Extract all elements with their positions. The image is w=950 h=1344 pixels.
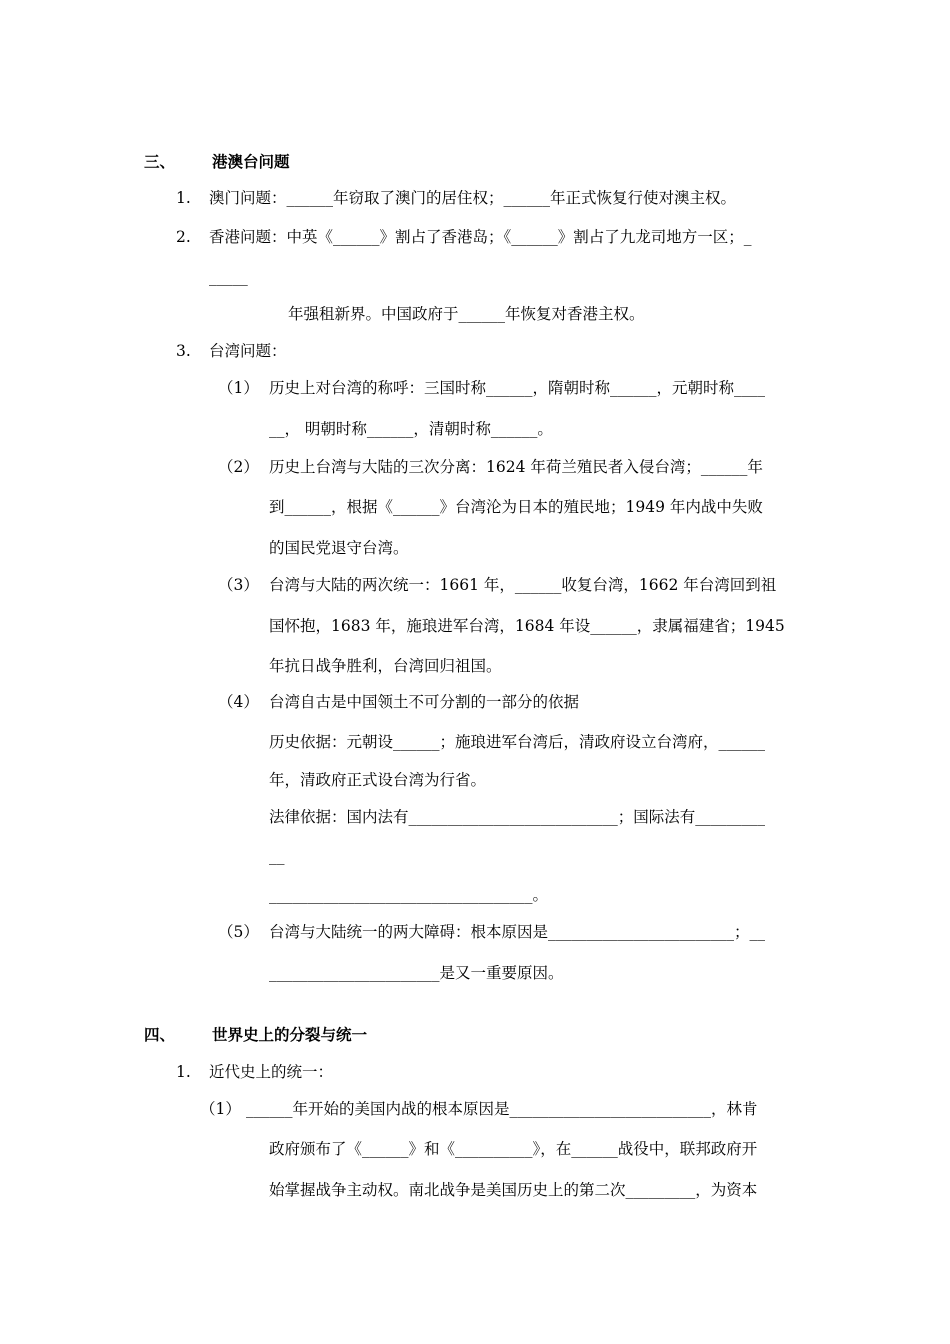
sub-4-1-1-number: （1） <box>200 1100 241 1118</box>
item-3-3-text: 台湾问题： <box>209 342 287 360</box>
item-3-1-number: 1. <box>176 189 191 207</box>
sub-2-number: （2） <box>218 458 259 476</box>
sub-4-line6: __________________________________。 <box>269 886 549 904</box>
sub-4-line4: 法律依据：国内法有___________________________；国际法有_________ <box>269 808 766 826</box>
sub-4-line1: 台湾自古是中国领土不可分割的一部分的依据 <box>269 693 580 711</box>
sub-5-number: （5） <box>218 923 259 941</box>
sub-5-line2: ______________________是又一重要原因。 <box>269 964 564 982</box>
item-3-2-line1: 香港问题：中英《______》割占了香港岛；《______》割占了九龙司地方一区；_ <box>209 228 752 246</box>
sub-4-1-1-line3: 始掌握战争主动权。南北战争是美国历史上的第二次_________，为资本 <box>269 1181 758 1199</box>
sub-3-number: （3） <box>218 576 259 594</box>
sub-3-line2: 国怀抱，1683 年，施琅进军台湾，1684 年设______，隶属福建省；1945 <box>269 617 785 635</box>
sub-4-1-1-line2: 政府颁布了《______》和《__________》，在______战役中，联邦政府开 <box>269 1140 758 1158</box>
item-4-1-text: 近代史上的统一： <box>209 1063 334 1081</box>
sub-1-line2: __， 明朝时称______，清朝时称______。 <box>269 420 553 438</box>
section-4-title: 世界史上的分裂与统一 <box>212 1025 368 1044</box>
item-3-1-text: 澳门问题：______年窃取了澳门的居住权；______年正式恢复行使对澳主权。 <box>209 189 737 207</box>
section-4-number: 四、 <box>144 1025 176 1044</box>
sub-4-line5: __ <box>269 847 285 865</box>
item-4-1-number: 1. <box>176 1063 191 1081</box>
sub-4-1-1-line1: ______年开始的美国内战的根本原因是__________________________，林肯 <box>246 1100 758 1118</box>
sub-3-line3: 年抗日战争胜利，台湾回归祖国。 <box>269 657 502 675</box>
item-3-2-number: 2. <box>176 228 191 246</box>
sub-4-line3: 年，清政府正式设台湾为行省。 <box>269 771 487 789</box>
sub-2-line3: 的国民党退守台湾。 <box>269 539 409 557</box>
sub-1-number: （1） <box>218 379 259 397</box>
sub-2-line2: 到______，根据《______》台湾沦为日本的殖民地；1949 年内战中失败 <box>269 498 763 516</box>
section-3-number: 三、 <box>144 152 176 171</box>
item-3-3-number: 3. <box>176 342 191 360</box>
section-3-title: 港澳台问题 <box>212 152 290 171</box>
sub-5-line1: 台湾与大陆统一的两大障碍：根本原因是________________________；__ <box>269 923 766 941</box>
sub-3-line1: 台湾与大陆的两次统一：1661 年，______收复台湾，1662 年台湾回到祖 <box>269 576 777 594</box>
sub-4-line2: 历史依据：元朝设______；施琅进军台湾后，清政府设立台湾府，______ <box>269 733 766 751</box>
item-3-2-line3: 年强租新界。中国政府于______年恢复对香港主权。 <box>288 305 645 323</box>
sub-4-number: （4） <box>218 693 259 711</box>
sub-1-line1: 历史上对台湾的称呼：三国时称______，隋朝时称______，元朝时称____ <box>269 379 766 397</box>
sub-2-line1: 历史上台湾与大陆的三次分离：1624 年荷兰殖民者入侵台湾；______年 <box>269 458 763 476</box>
item-3-2-line2: _____ <box>209 268 248 286</box>
